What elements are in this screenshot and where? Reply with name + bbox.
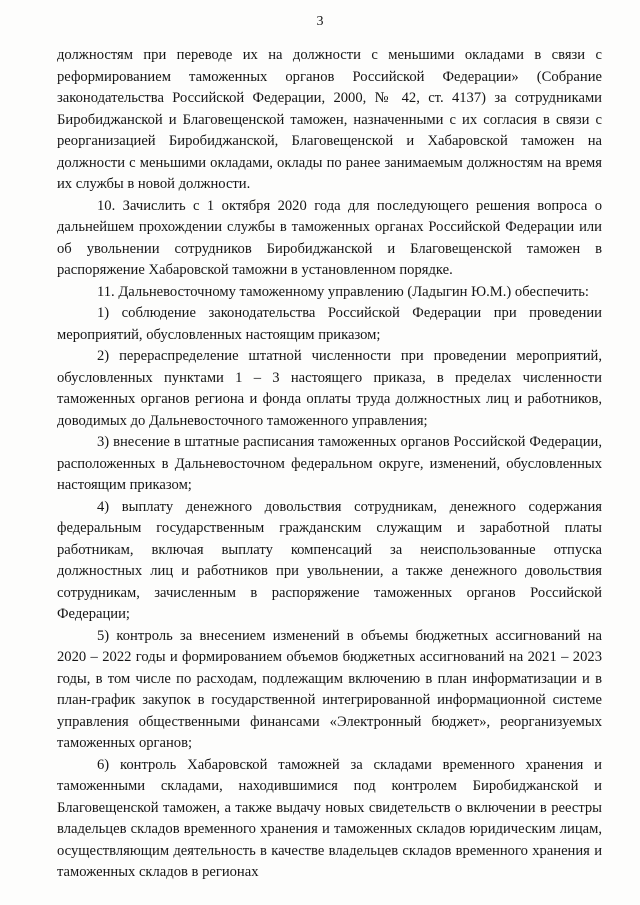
paragraph-11-item-5: 5) контроль за внесением изменений в объемы бюджетных ассигнований на 2020 – 2022 годы и формированием объемов бюджетных ассигнований на 2021 – 2023 годы, в том числе по расходам, подлежащим включению в план информатизации и в план-график закупок в государственной интегрированной информационной системе управления общественными финансами «Электронный бюджет», реорганизуемых таможенных органов;: [57, 627, 602, 751]
paragraph-continuation: должностям при переводе их на должности с меньшими окладами в связи с реформированием таможенных органов Российской Федерации» (Собрание законодательства Российской Федерации, 2000, № 42, ст. 4137) за сотрудниками Биробиджанской и Благовещенской таможен, назначенными с их согласия в связи с реорганизацией Биробиджанской, Благовещенской и Хабаровской таможен на должности с меньшими окладами, оклады по ранее занимаемым должностям на время их службы в новой должности.: [57, 47, 602, 192]
paragraph-11-item-6: 6) контроль Хабаровской таможней за складами временного хранения и таможенными складами, находившимися под контролем Биробиджанской и Благовещенской таможен, а также выдачу новых свидетельств о включении в реестры владельцев складов временного хранения и таможенных складов юридическим лицам, осуществляющим деятельность в качестве владельцев складов временного хранения и таможенных складов в регионах: [57, 756, 602, 880]
paragraph-11-item-2: 2) перераспределение штатной численности при проведении мероприятий, обусловленных пунктами 1 – 3 настоящего приказа, в пределах численности таможенных органов региона и фонда оплаты труда должностных лиц и работников, доводимых до Дальневосточного таможенного управления;: [57, 348, 602, 429]
paragraph-11-item-3: 3) внесение в штатные расписания таможенных органов Российской Федерации, расположенных в Дальневосточном федеральном округе, изменений, обусловленных настоящим приказом;: [57, 434, 602, 493]
paragraph-11-item-4: 4) выплату денежного довольствия сотрудникам, денежного содержания федеральным государственным гражданским служащим и заработной платы работникам, включая выплату компенсаций за неиспользованные отпуска должностных лиц и работников при увольнении, а также денежного довольствия сотрудникам, зачисленным в распоряжение таможенных органов Российской Федерации;: [57, 498, 602, 622]
document-body: [57, 45, 602, 884]
page-number: 3: [316, 14, 324, 29]
paragraph-10: 10. Зачислить с 1 октября 2020 года для последующего решения вопроса о дальнейшем прохождении службы в таможенных органах Российской Федерации или об увольнении сотрудников Биробиджанской и Благовещенской таможен в распоряжение Хабаровской таможни в установленном порядке.: [57, 197, 602, 278]
paragraph-11-item-1: 1) соблюдение законодательства Российской Федерации при проведении мероприятий, обусловленных настоящим приказом;: [57, 305, 602, 343]
paragraph-11: 11. Дальневосточному таможенному управлению (Ладыгин Ю.М.) обеспечить:: [97, 283, 589, 300]
